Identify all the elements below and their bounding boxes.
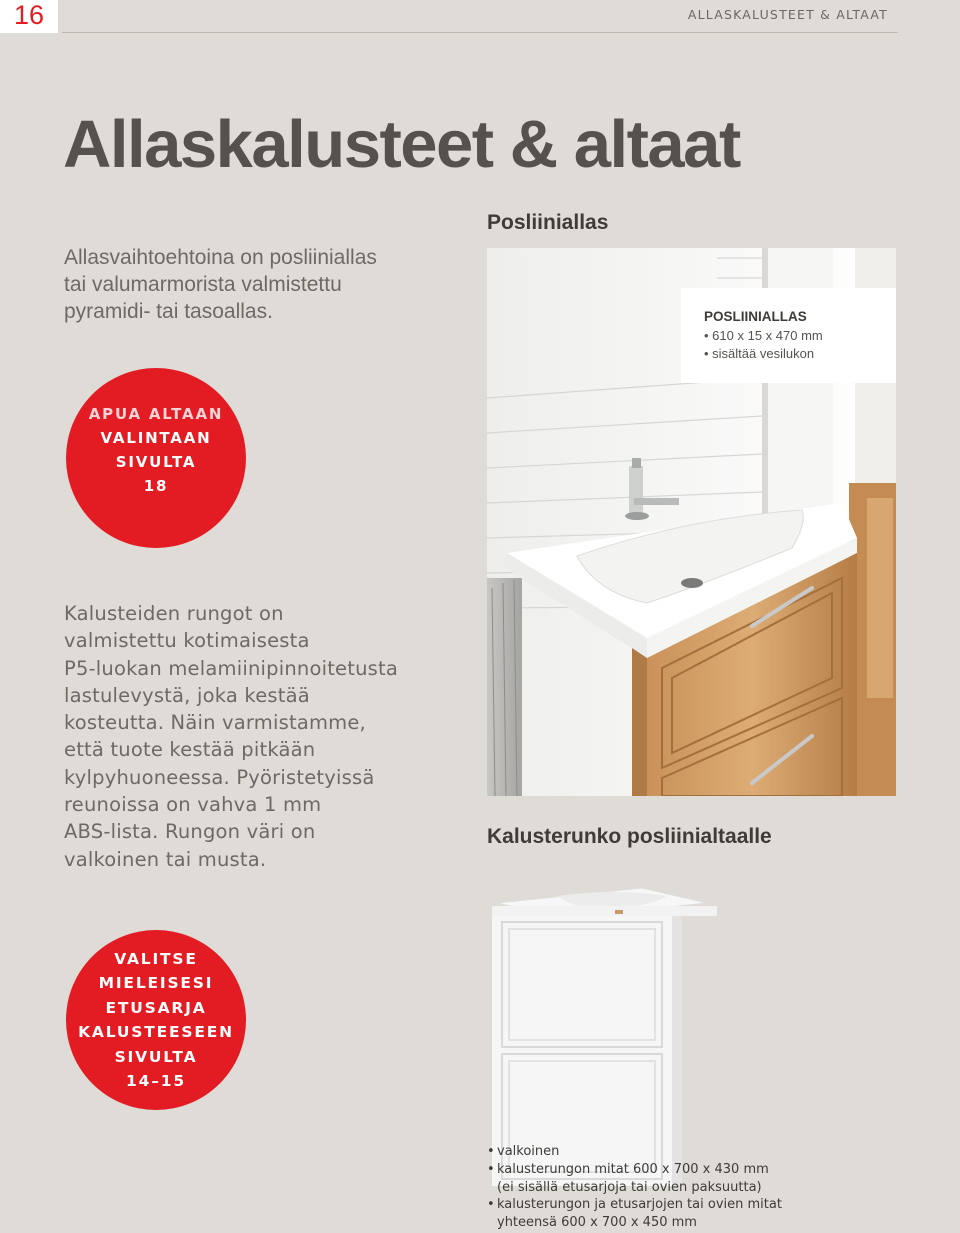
- intro-line: tai valumarmorista valmistettu: [64, 273, 342, 296]
- spec-list: [704, 327, 823, 363]
- badge-line: ETUSARJA: [105, 998, 207, 1017]
- body-line: kylpyhuoneessa. Pyöristetyissä: [64, 765, 375, 789]
- spec-box: [681, 288, 896, 383]
- feature-item: • valkoinen: [487, 1143, 782, 1161]
- feature-item: yhteensä 600 x 700 x 450 mm: [497, 1215, 697, 1231]
- basin-caption: Posliiniallas: [487, 211, 609, 234]
- front-badge[interactable]: [66, 930, 246, 1110]
- badge-line: SIVULTA: [114, 1047, 198, 1066]
- body-line: P5-luokan melamiinipinnoitetusta: [64, 656, 398, 680]
- page-number: 16: [0, 0, 58, 33]
- feature-item: • kalusterungon ja etusarjojen tai ovien mitat: [487, 1196, 782, 1214]
- feature-item: (ei sisällä etusarjoja tai ovien paksuutta): [497, 1179, 762, 1195]
- body-line: valkoinen tai musta.: [64, 847, 267, 871]
- body-line: ABS-lista. Rungon väri on: [64, 820, 316, 844]
- feature-list: [487, 1143, 782, 1232]
- body-text: [64, 600, 444, 873]
- intro-line: pyramidi- tai tasoallas.: [64, 300, 273, 323]
- badge-line: VALITSE: [114, 949, 198, 968]
- spec-item: • sisältää vesilukon: [704, 345, 823, 363]
- intro-text: [64, 244, 424, 325]
- spec-item: • 610 x 15 x 470 mm: [704, 327, 823, 345]
- spec-title: POSLIINIALLAS: [704, 309, 807, 324]
- body-line: lastulevystä, joka kestää: [64, 683, 310, 707]
- badge-line: MIELEISESI: [98, 974, 214, 992]
- badge-line: 14–15: [126, 1072, 186, 1090]
- header-divider: [62, 32, 898, 33]
- body-line: valmistettu kotimaisesta: [64, 629, 310, 653]
- badge-line: 18: [143, 477, 169, 495]
- cabinet-caption: Kalusterunko posliinialtaalle: [487, 825, 772, 848]
- feature-item: • kalusterungon mitat 600 x 700 x 430 mm: [487, 1161, 782, 1179]
- badge-line: VALINTAAN: [100, 429, 212, 447]
- page-title: Allaskalusteet & altaat: [63, 107, 740, 182]
- section-label: ALLASKALUSTEET & ALTAAT: [687, 7, 888, 22]
- badge-line: APUA ALTAAN: [88, 405, 224, 423]
- badge-line: KALUSTEESEEN: [78, 1023, 234, 1041]
- body-line: Kalusteiden rungot on: [64, 602, 284, 625]
- body-line: kosteutta. Näin varmistamme,: [64, 711, 366, 735]
- intro-line: Allasvaihtoehtoina on posliiniallas: [64, 246, 377, 269]
- help-badge[interactable]: [66, 368, 246, 548]
- body-line: että tuote kestää pitkään: [64, 738, 316, 762]
- body-line: reunoissa on vahva 1 mm: [64, 793, 322, 817]
- badge-line: SIVULTA: [115, 453, 197, 471]
